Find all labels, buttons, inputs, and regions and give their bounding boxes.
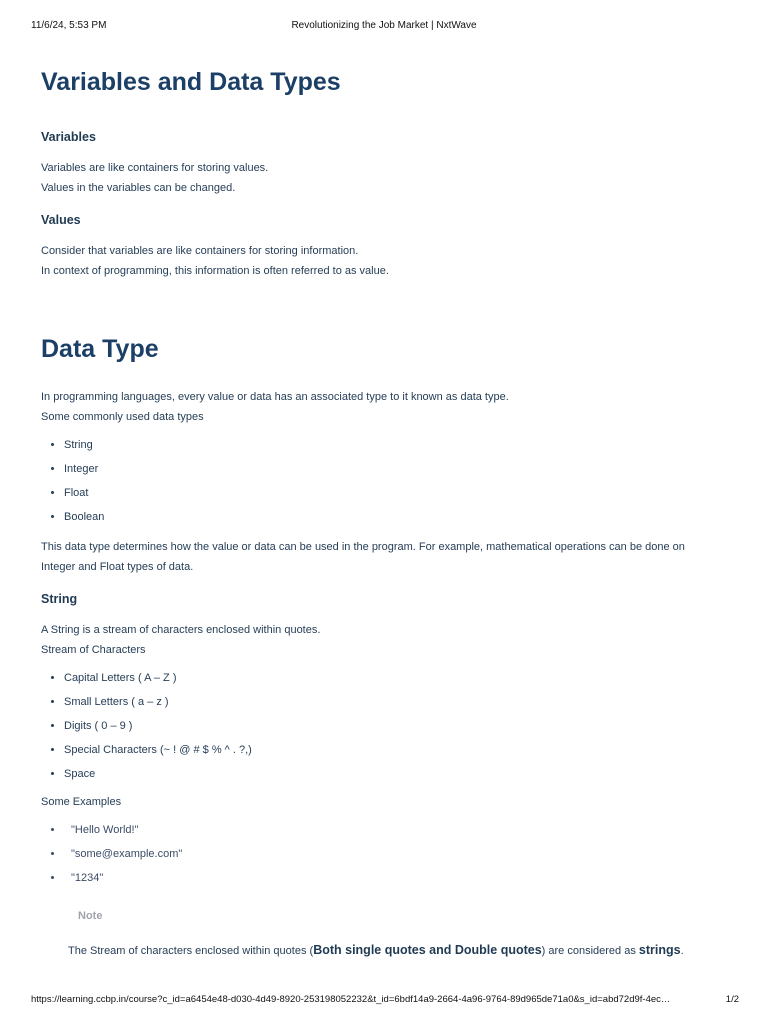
list-item: • Small Letters ( a – z ): [64, 690, 721, 714]
variables-heading: Variables: [41, 130, 96, 144]
document-content: [41, 64, 721, 959]
values-heading: Values: [41, 213, 81, 227]
page-number: 1/2: [725, 994, 739, 1005]
list-item: • "some@example.com": [64, 842, 721, 866]
data-types-list: [41, 433, 721, 529]
note-label: Note: [78, 909, 103, 922]
list-item: • Digits ( 0 – 9 ): [64, 714, 721, 738]
note-text: [68, 942, 721, 959]
print-datetime: 11/6/24, 5:53 PM: [31, 20, 107, 31]
data-type-text-2: Some commonly used data types: [41, 410, 204, 423]
list-item: • String: [64, 433, 721, 457]
variables-text-1: Variables are like containers for storing values.: [41, 162, 269, 174]
list-item: • Integer: [64, 457, 721, 481]
values-text-2: In context of programming, this information is often referred to as value.: [41, 264, 389, 277]
note-emphasis: strings: [638, 942, 681, 957]
values-text-1: Consider that variables are like containers for storing information.: [41, 245, 359, 257]
print-header: [0, 20, 768, 34]
data-type-text-1: In programming languages, every value or data has an associated type to it known as data type.: [41, 391, 509, 403]
string-text-2: Stream of Characters: [41, 643, 146, 656]
characters-list: [41, 666, 721, 786]
list-item: • Capital Letters ( A – Z ): [64, 666, 721, 690]
data-type-heading: Data Type: [41, 335, 159, 363]
print-url[interactable]: https://learning.ccbp.in/course?c_id=a6454e48-d030-4d49-8920-253198052232&t_id=6bdf14a9-2664-4a96-9764-89d965de71a0&s_id=abd72d9f-4ec…: [31, 994, 671, 1005]
list-item: • Boolean: [64, 505, 721, 529]
list-item: • Space: [64, 762, 721, 786]
string-heading: String: [41, 592, 78, 606]
list-item: • Special Characters (~ ! @ # $ % ^ . ?,): [64, 738, 721, 762]
list-item: • Float: [64, 481, 721, 505]
variables-text-2: Values in the variables can be changed.: [41, 181, 236, 194]
list-item: • "Hello World!": [64, 818, 721, 842]
note-text-part: The Stream of characters enclosed within quotes (: [68, 944, 314, 957]
print-footer: [0, 994, 768, 1008]
note-block: [68, 908, 721, 959]
print-page-title: Revolutionizing the Job Market | NxtWave: [291, 20, 477, 31]
list-item: • "1234": [64, 866, 721, 890]
note-text-part: .: [680, 944, 684, 957]
examples-list: [41, 818, 721, 890]
note-text-part: ) are considered as: [541, 944, 639, 957]
data-type-explanation: This data type determines how the value or data can be used in the program. For example, mathematical operations can be done on Integer and Float types of data.: [41, 541, 685, 573]
string-text-1: A String is a stream of characters enclosed within quotes.: [41, 624, 321, 636]
examples-label: Some Examples: [41, 796, 122, 808]
note-emphasis: Both single quotes and Double quotes: [313, 942, 542, 957]
page-title: Variables and Data Types: [41, 68, 341, 96]
